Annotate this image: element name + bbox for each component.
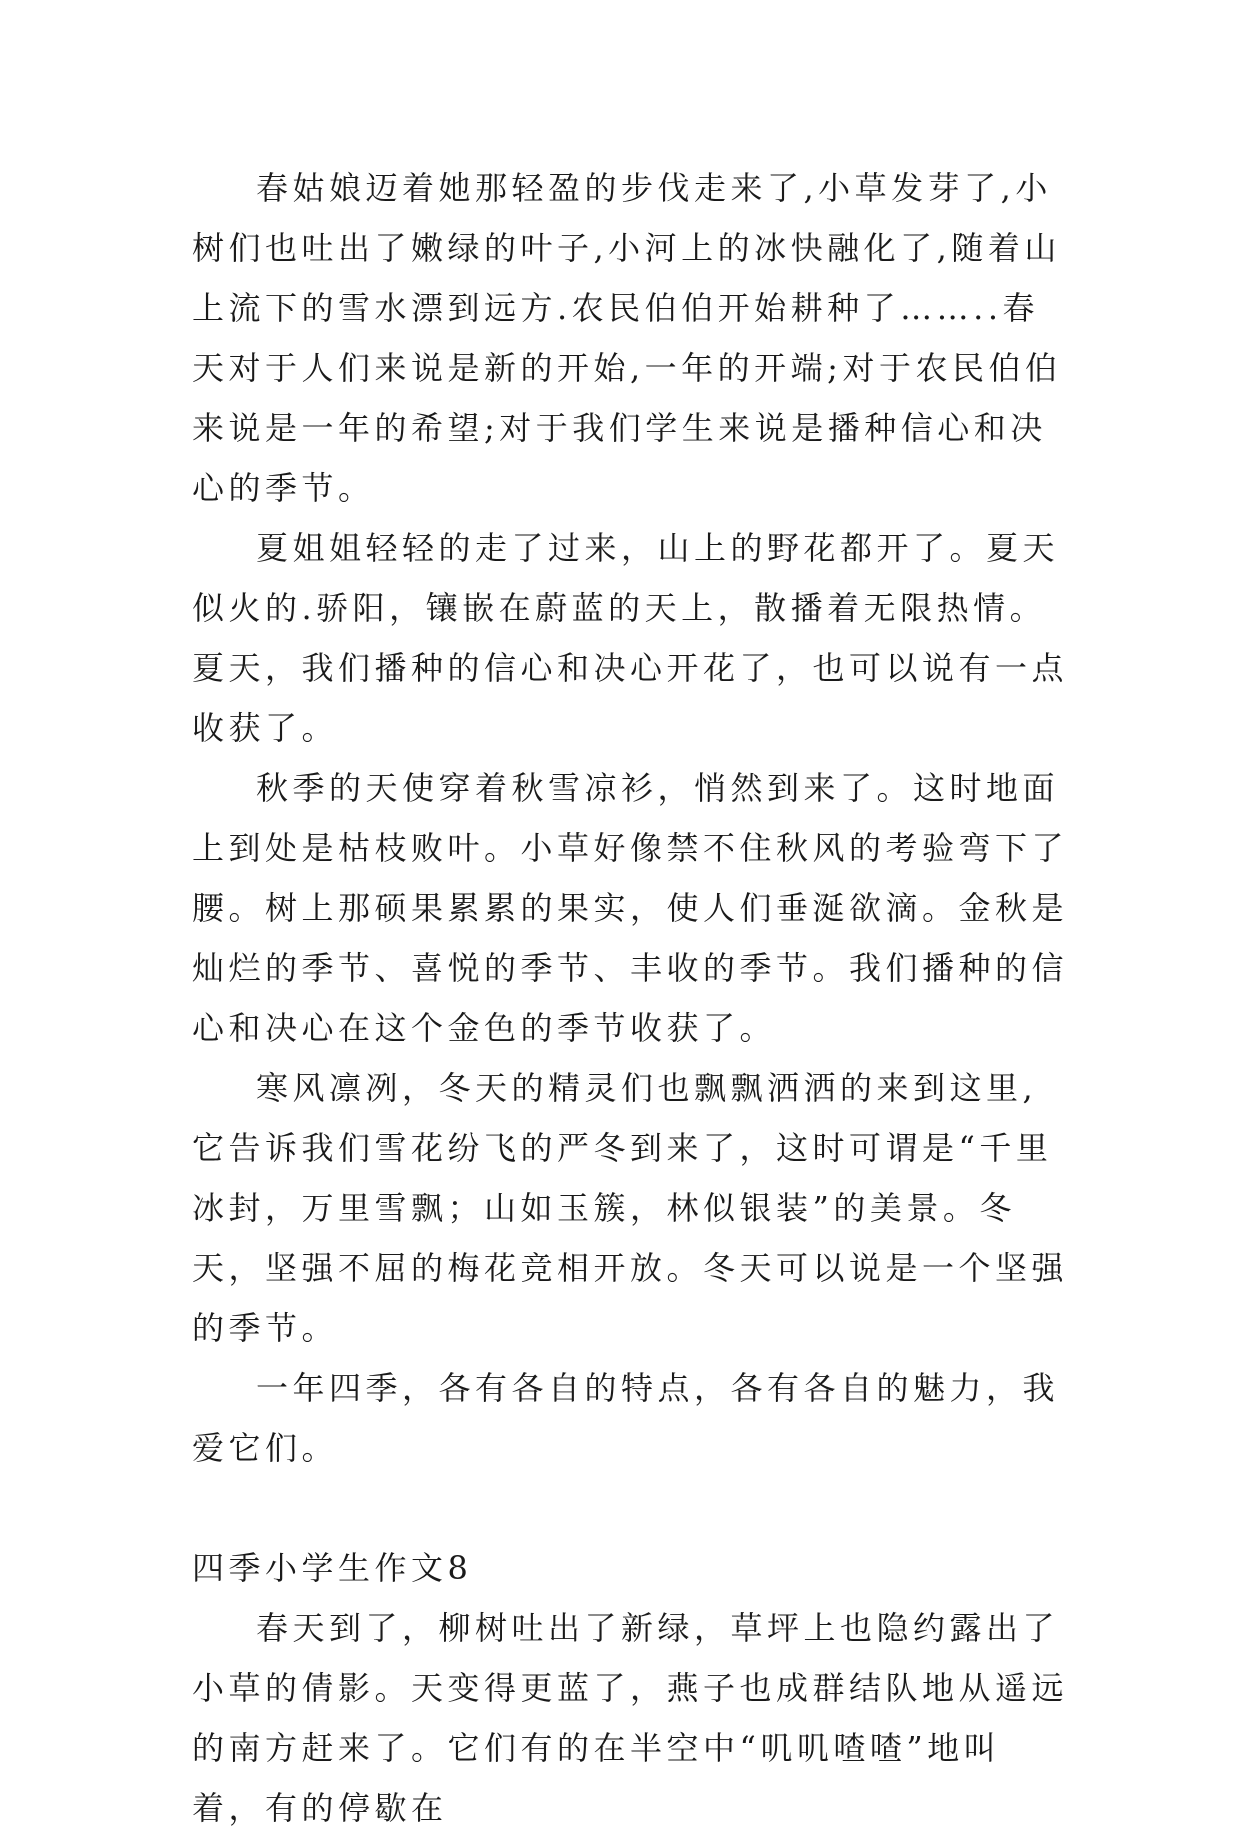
paragraph-winter: 寒风凛冽，冬天的精灵们也飘飘洒洒的来到这里,它告诉我们雪花纷飞的严冬到来了，这时可谓是“千里冰封，万里雪飘；山如玉簇，林似银装”的美景。冬天，坚强不屈的梅花竞相开放。冬天可以说是一个坚强的季节。 [192,1069,1069,1347]
section-heading: 四季小学生作文8 [192,1549,473,1587]
paragraph-spring: 春姑娘迈着她那轻盈的步伐走来了,小草发芽了,小树们也吐出了嫩绿的叶子,小河上的冰快融化了,随着山上流下的雪水漂到远方.农民伯伯开始耕种了……..春天对于人们来说是新的开始,一年的开端;对于农民伯伯来说是一年的希望;对于我们学生来说是播种信心和决心的季节。 [192,169,1062,507]
section-spacer [192,1478,1068,1538]
paragraph-summer: 夏姐姐轻轻的走了过来，山上的野花都开了。夏天似火的.骄阳，镶嵌在蔚蓝的天上，散播着无限热情。夏天，我们播种的信心和决心开花了，也可以说有一点收获了。 [192,529,1069,747]
document-body [192,158,1068,1838]
paragraph-autumn: 秋季的天使穿着秋雪凉衫，悄然到来了。这时地面上到处是枯枝败叶。小草好像禁不住秋风的考验弯下了腰。树上那硕果累累的果实，使人们垂涎欲滴。金秋是灿烂的季节、喜悦的季节、丰收的季节。我们播种的信心和决心在这个金色的季节收获了。 [192,769,1069,1047]
paragraph-essay8-spring: 春天到了，柳树吐出了新绿，草坪上也隐约露出了小草的倩影。天变得更蓝了，燕子也成群结队地从遥远的南方赶来了。它们有的在半空中“叽叽喳喳”地叫着，有的停歇在 [192,1609,1069,1827]
paragraph-conclusion: 一年四季，各有各自的特点，各有各自的魅力，我爱它们。 [192,1369,1060,1467]
